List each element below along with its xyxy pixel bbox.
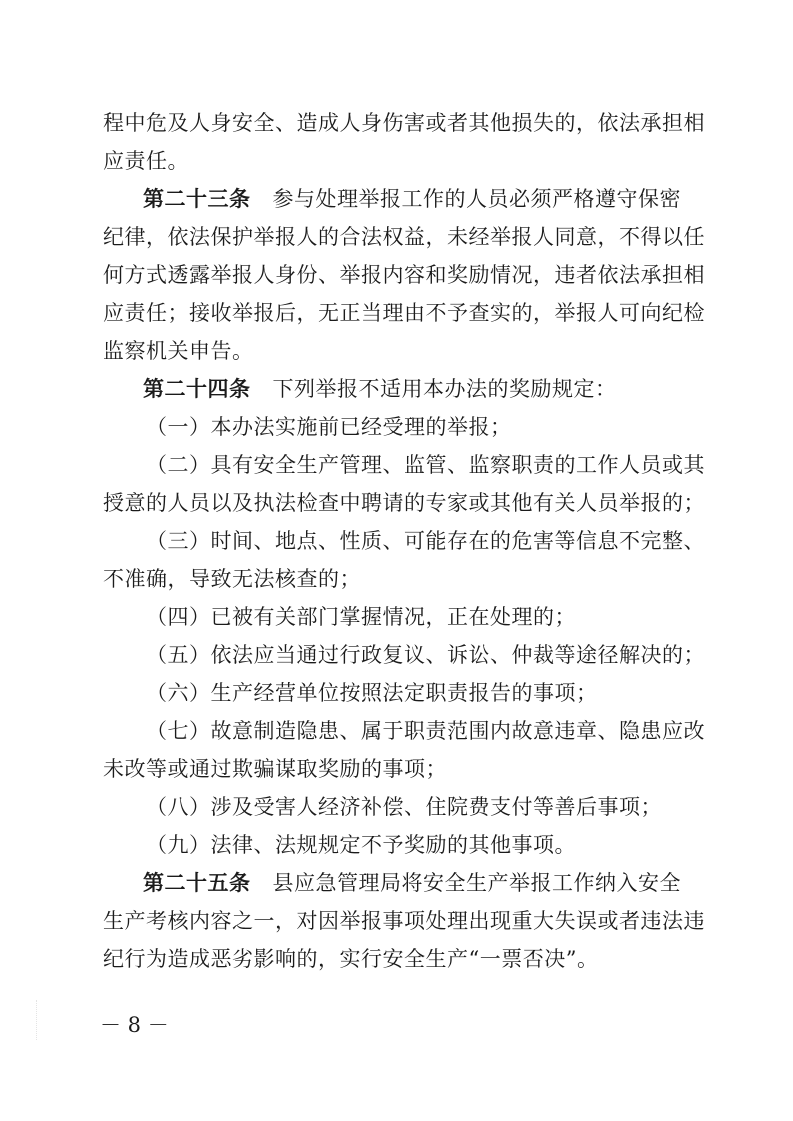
line-text: 不准确，导致无法核查的； (103, 567, 361, 591)
text-line (103, 490, 705, 516)
line-text: 监察机关申告。 (103, 339, 254, 363)
text-line (146, 452, 705, 478)
line-text: 程中危及人身安全、造成人身伤害或者其他损失的，依法承担相 (103, 111, 705, 135)
text-line (146, 718, 705, 744)
article-line (143, 186, 681, 212)
text-line (103, 566, 361, 592)
line-text: 未改等或通过欺骗谋取奖励的事项； (103, 757, 447, 781)
article-heading: 第二十三条 (143, 186, 251, 211)
text-line (146, 528, 705, 554)
line-text: 纪行为造成恶劣影响的，实行安全生产“一票否决”。 (103, 947, 599, 971)
line-text: （五）依法应当通过行政复议、诉讼、仲裁等途径解决的； (146, 643, 705, 667)
text-line (103, 224, 705, 250)
text-line (146, 414, 512, 440)
line-text: 县应急管理局将安全生产举报工作纳入安全 (272, 871, 681, 895)
article-line (143, 376, 617, 402)
line-text: （九）法律、法规规定不予奖励的其他事项。 (146, 833, 576, 857)
text-line (103, 338, 254, 364)
article-line (143, 870, 681, 896)
text-line (103, 300, 705, 326)
text-line (146, 794, 662, 820)
line-text: 纪律，依法保护举报人的合法权益，未经举报人同意，不得以任 (103, 225, 705, 249)
line-text: 应责任；接收举报后，无正当理由不予查实的，举报人可向纪检 (103, 301, 705, 325)
page-number: － 8 － (100, 1013, 169, 1037)
margin-mark (36, 1000, 38, 1040)
line-text: 生产考核内容之一，对因举报事项处理出现重大失误或者违法违 (103, 909, 705, 933)
line-text: （四）已被有关部门掌握情况，正在处理的； (146, 605, 576, 629)
line-text: （六）生产经营单位按照法定职责报告的事项； (146, 681, 598, 705)
text-line (146, 680, 598, 706)
article-heading: 第二十五条 (143, 870, 251, 895)
line-text: 参与处理举报工作的人员必须严格遵守保密 (272, 187, 681, 211)
text-line (103, 148, 189, 174)
line-text: 何方式透露举报人身份、举报内容和奖励情况，违者依法承担相 (103, 263, 705, 287)
line-text: （一）本办法实施前已经受理的举报； (146, 415, 512, 439)
line-text: （二）具有安全生产管理、监管、监察职责的工作人员或其 (146, 453, 705, 477)
text-line (146, 832, 576, 858)
line-text: 授意的人员以及执法检查中聘请的专家或其他有关人员举报的； (103, 491, 705, 515)
text-line (146, 642, 705, 668)
line-text: 下列举报不适用本办法的奖励规定： (272, 377, 617, 401)
text-line (103, 756, 447, 782)
text-line (103, 110, 705, 136)
text-line (103, 946, 598, 972)
text-line (103, 908, 705, 934)
text-line (103, 262, 705, 288)
text-line (146, 604, 576, 630)
line-text: （八）涉及受害人经济补偿、住院费支付等善后事项； (146, 795, 662, 819)
line-text: 应责任。 (103, 149, 189, 173)
line-text: （三）时间、地点、性质、可能存在的危害等信息不完整、 (146, 529, 705, 553)
article-heading: 第二十四条 (143, 376, 251, 401)
line-text: （七）故意制造隐患、属于职责范围内故意违章、隐患应改 (146, 719, 705, 743)
